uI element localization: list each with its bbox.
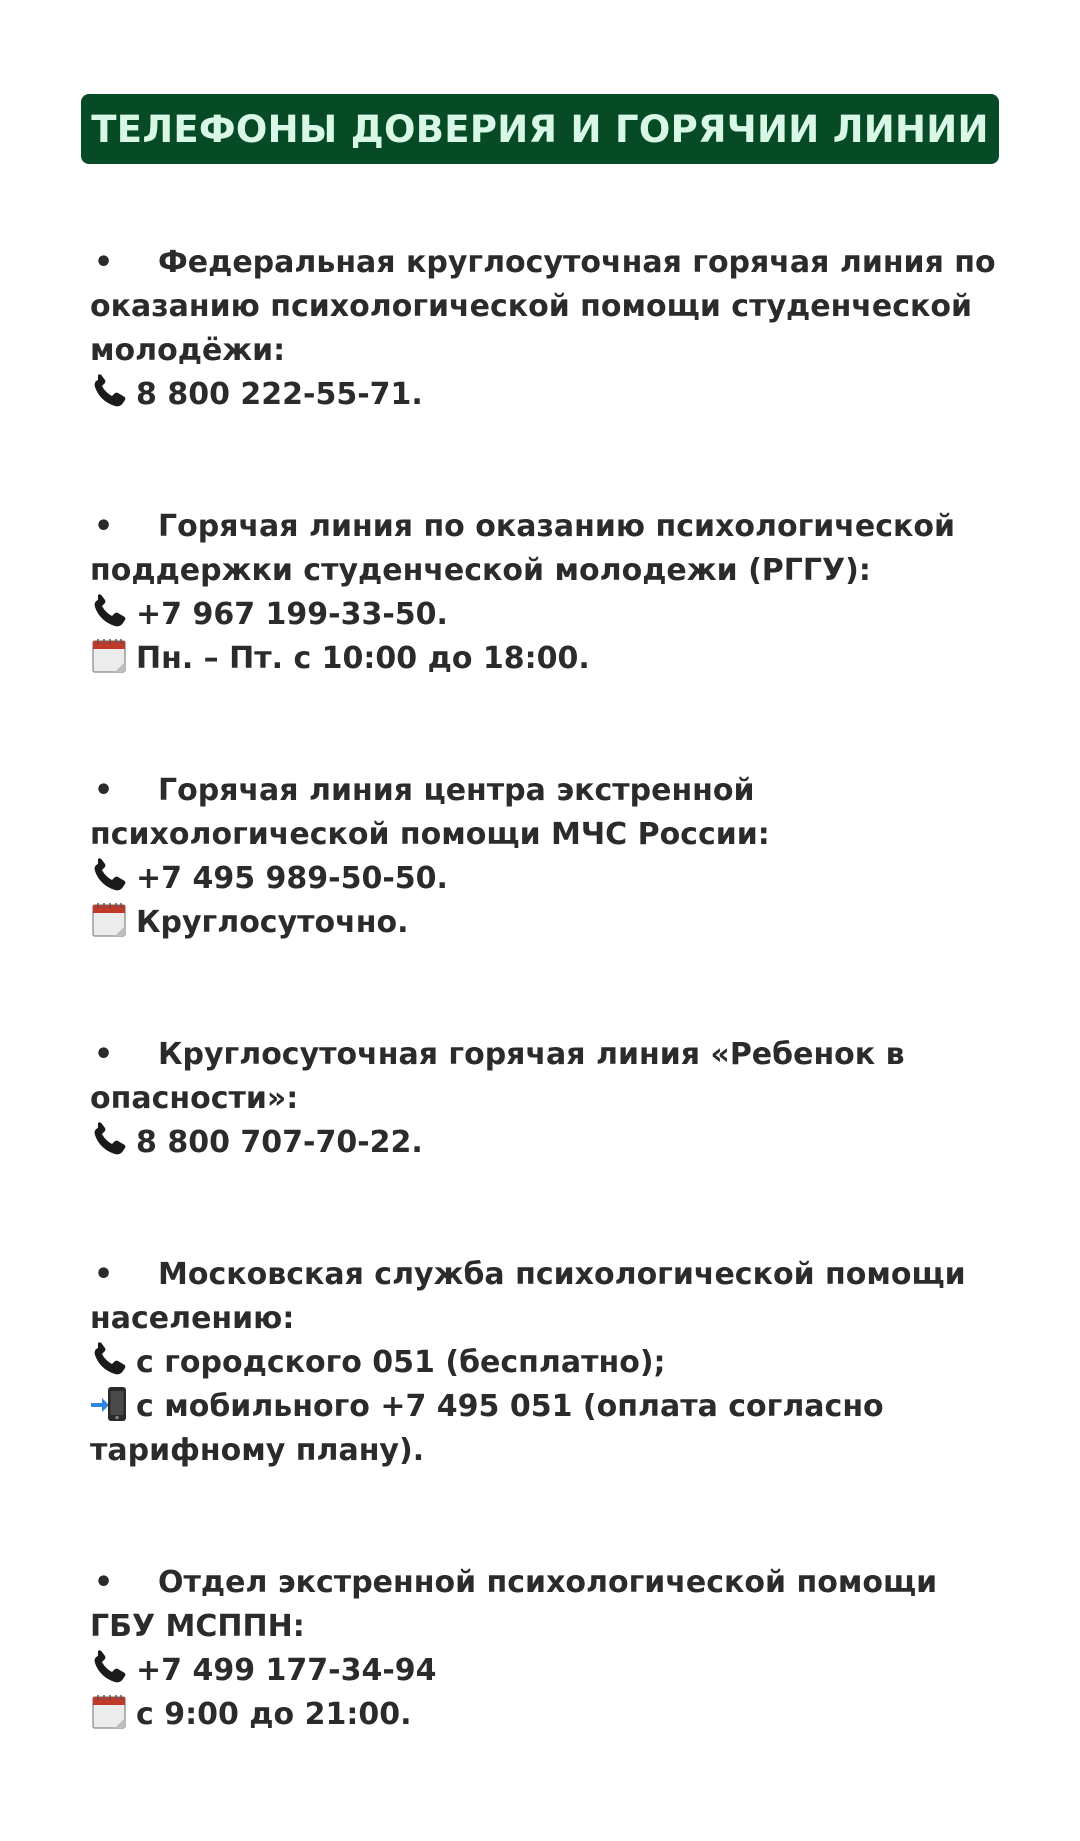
phone-number[interactable]: 8 800 222-55-71. <box>136 377 423 412</box>
entry-title-line: Круглосуточная горячая линия «Ребенок в <box>158 1037 905 1072</box>
phone-number[interactable]: 8 800 707-70-22. <box>136 1125 423 1160</box>
bullet: • <box>94 509 114 544</box>
hotline-entry-rggu <box>90 505 1020 681</box>
bullet: • <box>94 245 114 280</box>
entry-title-line: поддержки студенческой молодежи (РГГУ): <box>90 553 871 588</box>
calendar-icon <box>90 1694 134 1730</box>
phone-mobile-text[interactable]: с мобильного +7 495 051 (оплата согласно <box>136 1389 884 1424</box>
hotline-list <box>90 241 1020 1737</box>
entry-title-line: Отдел экстренной психологической помощи <box>158 1565 938 1600</box>
schedule-text: Круглосуточно. <box>136 905 409 940</box>
entry-title-line: Горячая линия по оказанию психологической <box>158 509 955 544</box>
hotline-entry-child-danger <box>90 1033 1020 1165</box>
calendar-icon <box>90 638 134 674</box>
entry-title-line: молодёжи: <box>90 333 286 368</box>
phone-number[interactable]: +7 495 989-50-50. <box>136 861 448 896</box>
calendar-icon <box>90 902 134 938</box>
entry-title-line: Горячая линия центра экстренной <box>158 773 755 808</box>
phone-number[interactable]: +7 499 177-34-94 <box>136 1653 437 1688</box>
bullet: • <box>94 1037 114 1072</box>
entry-title-line: ГБУ МСППН: <box>90 1609 305 1644</box>
telephone-receiver-icon <box>90 1650 134 1686</box>
hotline-entry-mchs <box>90 769 1020 945</box>
phone-mobile-text-cont: тарифному плану). <box>90 1433 425 1468</box>
entry-title-line: опасности»: <box>90 1081 299 1116</box>
entry-title-line: Московская служба психологической помощи <box>158 1257 966 1292</box>
page-title: ТЕЛЕФОНЫ ДОВЕРИЯ И ГОРЯЧИИ ЛИНИИ <box>91 107 989 151</box>
title-banner <box>81 94 999 164</box>
entry-title-line: оказанию психологической помощи студенческой <box>90 289 973 324</box>
telephone-receiver-icon <box>90 1342 134 1378</box>
bullet: • <box>94 1257 114 1292</box>
phone-landline-text[interactable]: с городского 051 (бесплатно); <box>136 1345 666 1380</box>
schedule-text: с 9:00 до 21:00. <box>136 1697 412 1732</box>
hotline-entry-moscow-service <box>90 1253 1020 1473</box>
entry-title-line: Федеральная круглосуточная горячая линия по <box>158 245 996 280</box>
schedule-text: Пн. – Пт. с 10:00 до 18:00. <box>136 641 590 676</box>
mobile-phone-arrow-icon <box>90 1386 134 1422</box>
telephone-receiver-icon <box>90 858 134 894</box>
bullet: • <box>94 773 114 808</box>
telephone-receiver-icon <box>90 1122 134 1158</box>
hotline-entry-gbu-msppn <box>90 1561 1020 1737</box>
telephone-receiver-icon <box>90 374 134 410</box>
entry-title-line: психологической помощи МЧС России: <box>90 817 770 852</box>
entry-title-line: населению: <box>90 1301 295 1336</box>
telephone-receiver-icon <box>90 594 134 630</box>
bullet: • <box>94 1565 114 1600</box>
hotline-entry-federal <box>90 241 1020 417</box>
phone-number[interactable]: +7 967 199-33-50. <box>136 597 448 632</box>
